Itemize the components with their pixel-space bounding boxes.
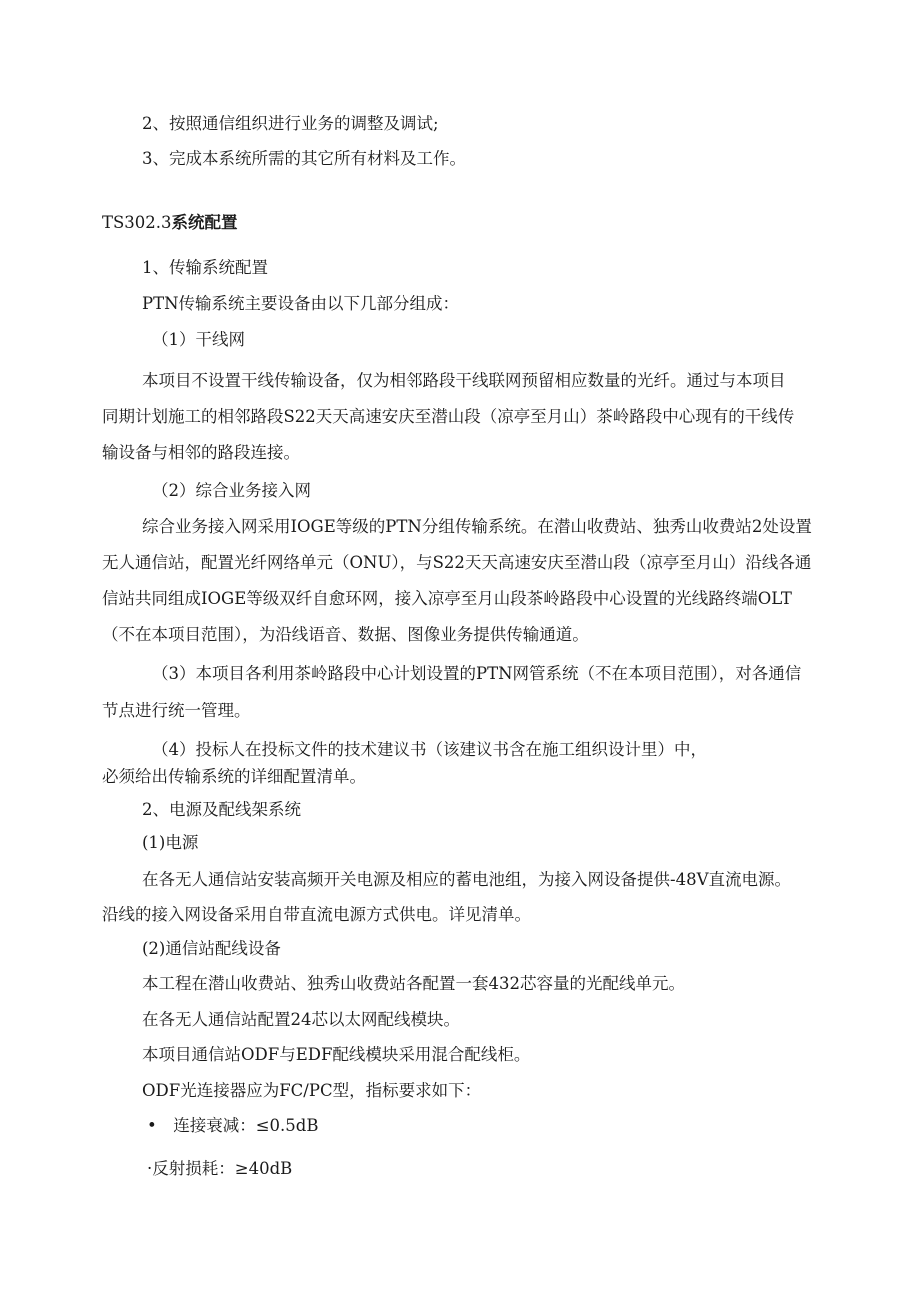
text-line: （2）综合业务接入网 <box>152 481 311 500</box>
text-line: （1）干线网 <box>152 330 245 349</box>
bullet-item: • 连接衰减：≤0.5dB <box>147 1116 319 1135</box>
section-heading <box>102 212 238 234</box>
text-line: (2)通信站配线设备 <box>142 939 281 958</box>
text-line: 无人通信站，配置光纤网络单元（ONU），与S22天天高速安庆至潜山段（凉亭至月山）沿线各通 <box>102 553 812 572</box>
text-line: 必须给出传输系统的详细配置清单。 <box>102 767 366 786</box>
section-title: 系统配置 <box>171 213 238 232</box>
section-code: TS302.3 <box>102 213 172 232</box>
text-line: 3、完成本系统所需的其它所有材料及工作。 <box>142 149 466 168</box>
text-line: 1、传输系统配置 <box>142 258 268 277</box>
text-line: 本项目不设置干线传输设备，仅为相邻路段干线联网预留相应数量的光纤。通过与本项目 <box>142 371 786 390</box>
text-line: 2、按照通信组织进行业务的调整及调试; <box>142 114 439 133</box>
text-line: 节点进行统一管理。 <box>102 701 251 720</box>
text-line: 输设备与相邻的路段连接。 <box>102 443 300 462</box>
text-line: 本工程在潜山收费站、独秀山收费站各配置一套432芯容量的光配线单元。 <box>142 974 685 993</box>
text-line: （3）本项目各利用茶岭路段中心计划设置的PTN网管系统（不在本项目范围），对各通信 <box>152 664 802 683</box>
text-line: (1)电源 <box>142 833 199 852</box>
text-line: 在各无人通信站安装高频开关电源及相应的蓄电池组，为接入网设备提供-48V直流电源。 <box>142 870 791 889</box>
text-line: 沿线的接入网设备采用自带直流电源方式供电。详见清单。 <box>102 905 531 924</box>
text-line: 本项目通信站ODF与EDF配线模块采用混合配线柜。 <box>142 1045 531 1064</box>
text-line: 信站共同组成IOGE等级双纤自愈环网，接入凉亭至月山段茶岭路段中心设置的光线路终端OLT <box>102 589 792 608</box>
text-line: ODF光连接器应为FC/PC型，指标要求如下： <box>142 1081 482 1100</box>
text-line: （4）投标人在投标文件的技术建议书（该建议书含在施工组织设计里）中， <box>152 740 707 759</box>
text-line: 综合业务接入网采用IOGE等级的PTN分组传输系统。在潜山收费站、独秀山收费站2处设置 <box>142 517 812 536</box>
text-line: 在各无人通信站配置24芯以太网配线模块。 <box>142 1010 460 1029</box>
bullet-item: ·反射损耗：≥40dB <box>147 1159 293 1178</box>
text-line: 同期计划施工的相邻路段S22天天高速安庆至潜山段（凉亭至月山）茶岭路段中心现有的干线传 <box>102 407 795 426</box>
text-line: PTN传输系统主要设备由以下几部分组成： <box>142 294 460 313</box>
text-line: 2、电源及配线架系统 <box>142 800 301 819</box>
text-line: （不在本项目范围），为沿线语音、数据、图像业务提供传输通道。 <box>102 625 589 644</box>
